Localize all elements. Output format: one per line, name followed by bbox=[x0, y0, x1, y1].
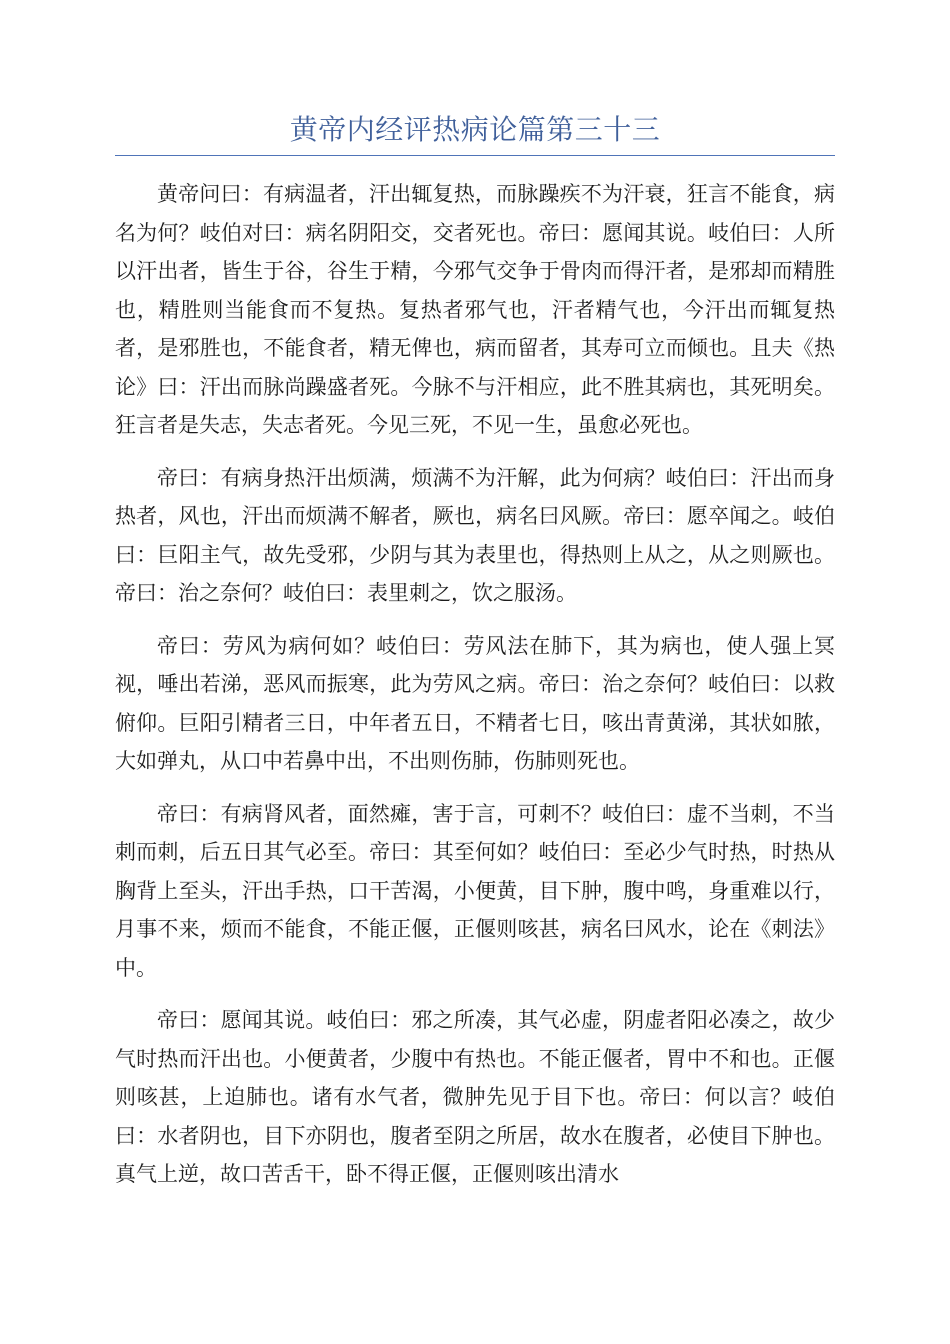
paragraph: 黄帝问曰：有病温者，汗出辄复热，而脉躁疾不为汗衰，狂言不能食，病名为何？岐伯对曰：病名阴阳交，交者死也。帝曰：愿闻其说。岐伯曰：人所以汗出者，皆生于谷，谷生于精，今邪气交争于骨肉而得汗者，是邪却而精胜也，精胜则当能食而不复热。复热者邪气也，汗者精气也，今汗出而辄复热者，是邪胜也，不能食者，精无俾也，病而留者，其寿可立而倾也。且夫《热论》曰：汗出而脉尚躁盛者死。今脉不与汗相应，此不胜其病也，其死明矣。狂言者是失志，失志者死。今见三死，不见一生，虽愈必死也。 bbox=[115, 182, 835, 437]
document-body bbox=[115, 175, 835, 1208]
paragraph: 帝曰：有病肾风者，面然瘫，害于言，可刺不？岐伯曰：虚不当刺，不当刺而刺，后五日其气必至。帝曰：其至何如？岐伯曰：至必少气时热，时热从胸背上至头，汗出手热，口干苦渴，小便黄，目下肿，腹中鸣，身重难以行，月事不来，烦而不能食，不能正偃，正偃则咳甚，病名曰风水，论在《刺法》中。 bbox=[115, 801, 835, 980]
page-title: 黄帝内经评热病论篇第三十三 bbox=[289, 113, 661, 146]
paragraph: 帝曰：劳风为病何如？岐伯曰：劳风法在肺下，其为病也，使人强上冥视，唾出若涕，恶风而振寒，此为劳风之病。帝曰：治之奈何？岐伯曰：以救俯仰。巨阳引精者三日，中年者五日，不精者七日，咳出青黄涕，其状如脓，大如弹丸，从口中若鼻中出，不出则伤肺，伤肺则死也。 bbox=[115, 633, 835, 773]
paragraph: 帝曰：有病身热汗出烦满，烦满不为汗解，此为何病？岐伯曰：汗出而身热者，风也，汗出而烦满不解者，厥也，病名曰风厥。帝曰：愿卒闻之。岐伯曰：巨阳主气，故先受邪，少阴与其为表里也，得热则上从之，从之则厥也。帝曰：治之奈何？岐伯曰：表里刺之，饮之服汤。 bbox=[115, 465, 835, 605]
title-underline bbox=[115, 155, 835, 156]
paragraph: 帝曰：愿闻其说。岐伯曰：邪之所凑，其气必虚，阴虚者阳必凑之，故少气时热而汗出也。小便黄者，少腹中有热也。不能正偃者，胃中不和也。正偃则咳甚，上迫肺也。诸有水气者，微肿先见于目下也。帝曰：何以言？岐伯曰：水者阴也，目下亦阴也，腹者至阴之所居，故水在腹者，必使目下肿也。真气上逆，故口苦舌干，卧不得正偃，正偃则咳出清水 bbox=[115, 1008, 835, 1186]
